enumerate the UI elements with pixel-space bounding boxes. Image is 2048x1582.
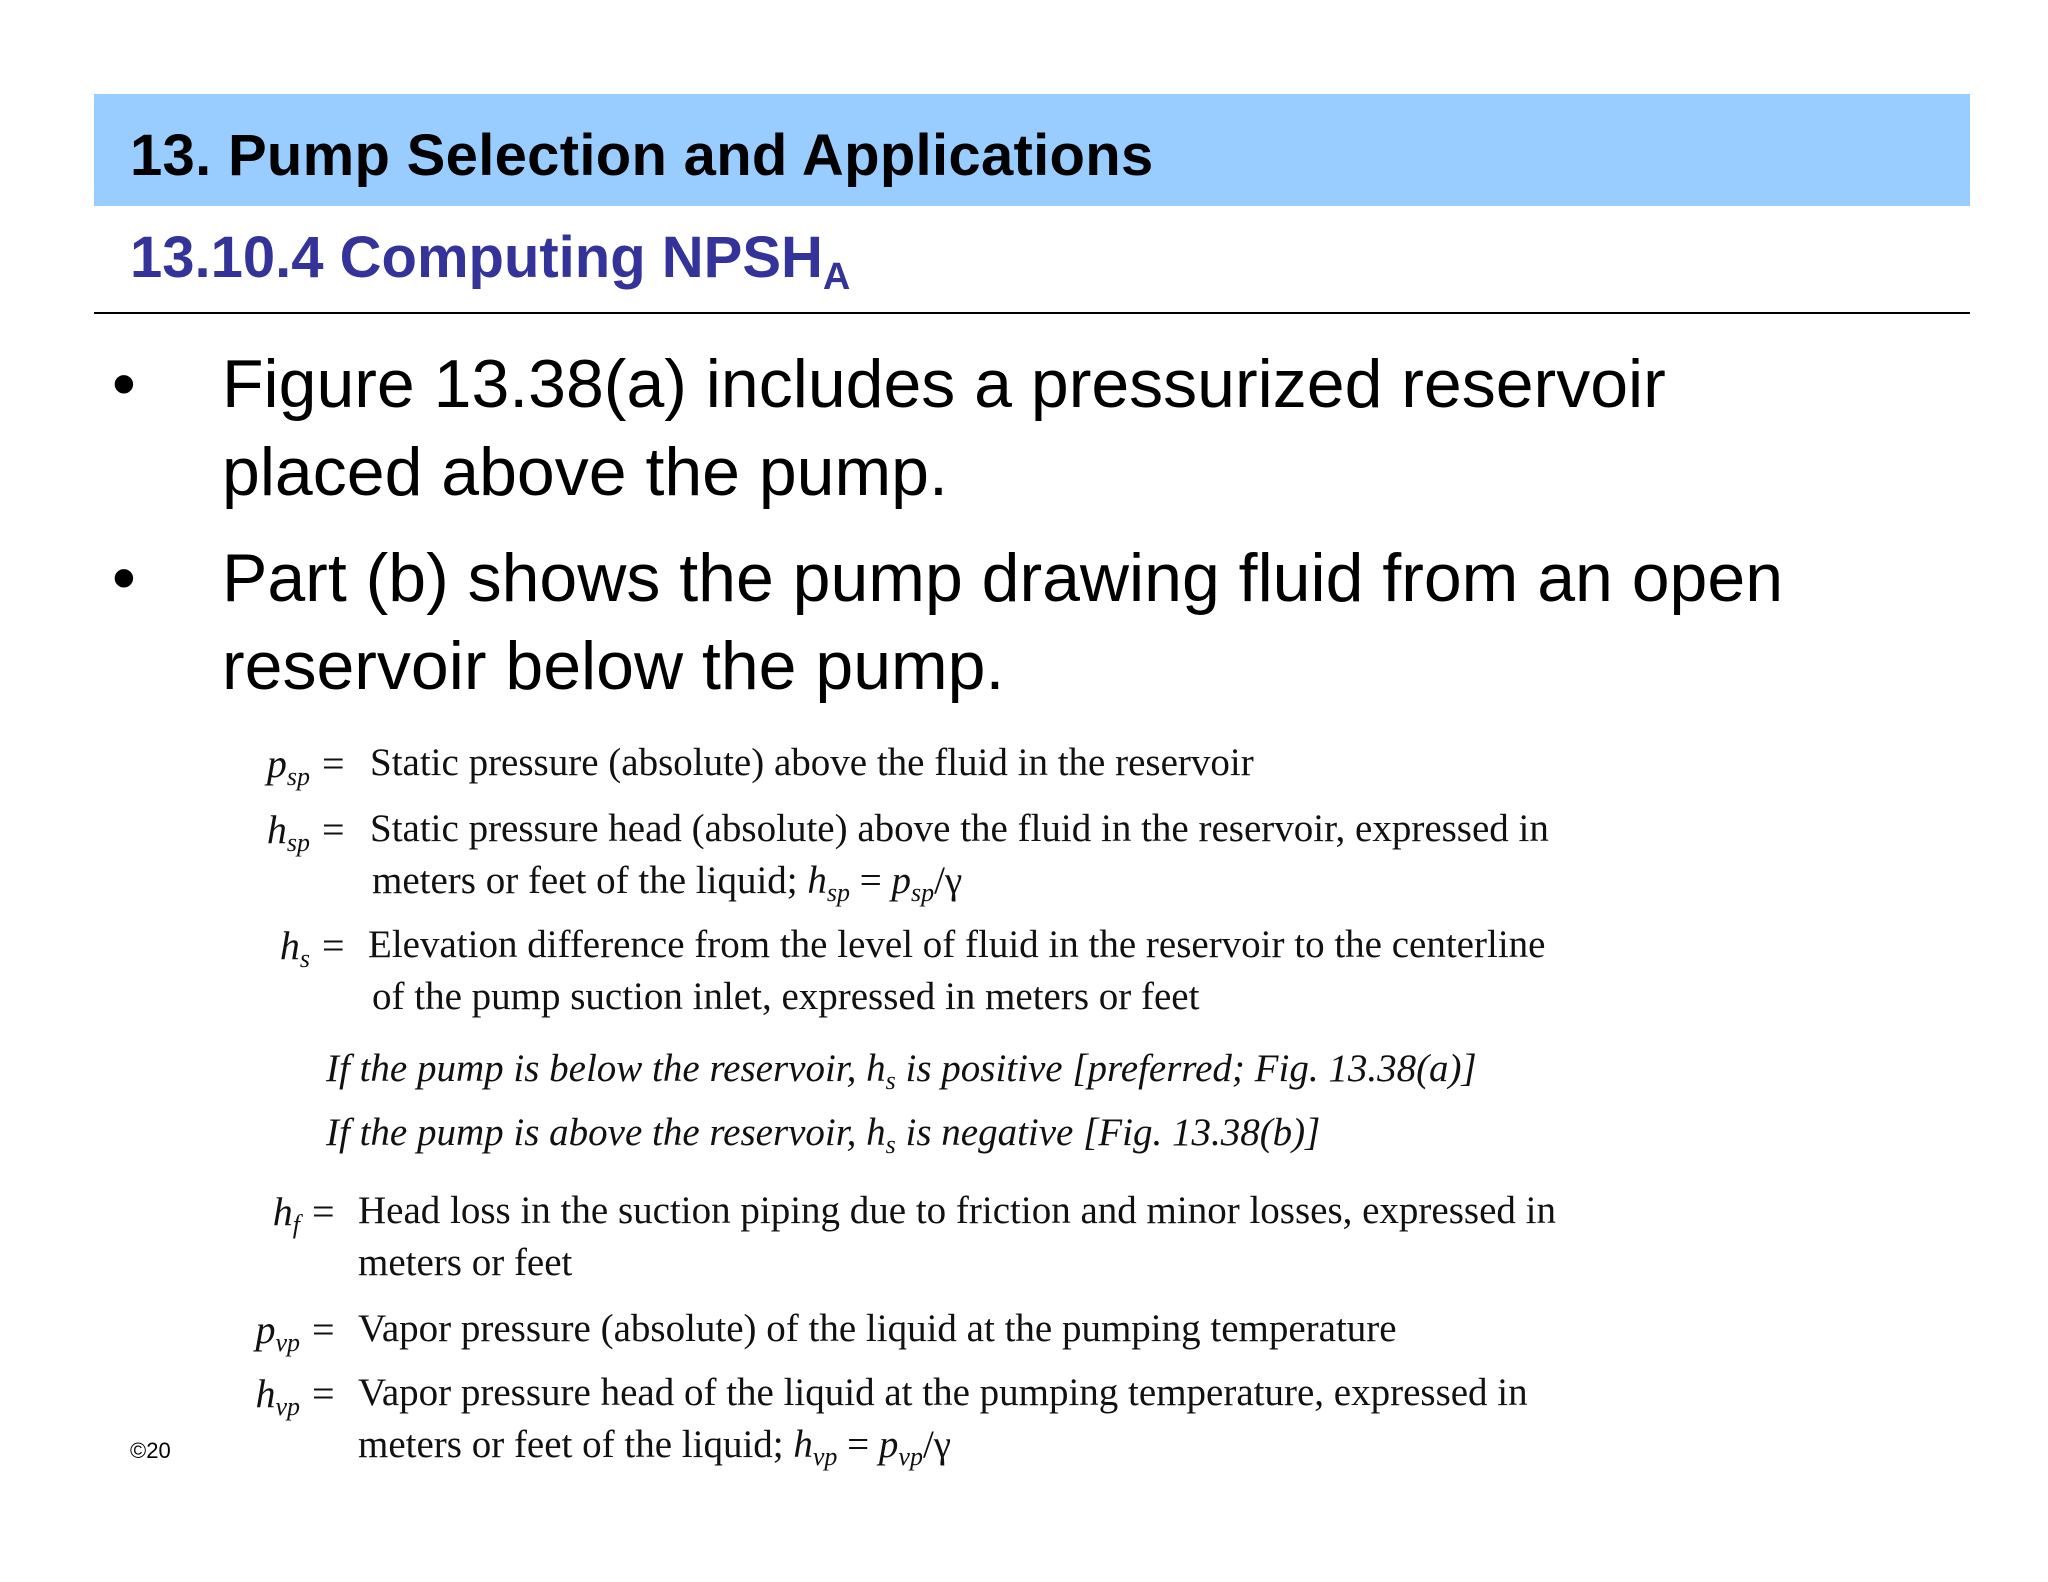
symbol-pvp: $p_{vp}$	[255, 1307, 300, 1357]
bullet-line: reservoir below the pump.	[222, 628, 1005, 704]
equals-sign: =	[312, 1371, 335, 1416]
bullet-marker: •	[112, 346, 136, 422]
bullet-line: Part (b) shows the pump drawing fluid from an open	[222, 540, 1784, 616]
copyright-footer: ©20	[130, 1438, 171, 1463]
bullet-line: placed above the pump.	[222, 434, 948, 510]
definition-hf-line2: meters or feet	[358, 1241, 573, 1284]
equals-sign: =	[322, 807, 345, 852]
note-pump-below: If the pump is below the reservoir, $h_s$ is positive [preferred; Fig. 13.38(a)]	[326, 1047, 1477, 1095]
bullet-line: Figure 13.38(a) includes a pressurized reservoir	[222, 346, 1666, 422]
definition-hvp-line2: meters or feet of the liquid; $h_{vp} = p_{vp}/\gamma$	[358, 1423, 952, 1471]
equals-sign: =	[322, 923, 345, 968]
symbol-hf: $h_f$	[272, 1189, 300, 1239]
definition-hs-line2: of the pump suction inlet, expressed in meters or feet	[372, 975, 1200, 1018]
subtitle-main: 13.10.4 Computing NPSH	[130, 225, 823, 290]
subtitle-subscript: A	[822, 256, 851, 298]
equals-sign: =	[322, 741, 345, 786]
symbol-hsp: $h_{sp}$	[266, 807, 310, 857]
equals-sign: =	[312, 1189, 335, 1234]
page-title: 13. Pump Selection and Applications	[130, 123, 1154, 188]
definition-pvp: Vapor pressure (absolute) of the liquid at the pumping temperature	[358, 1307, 1397, 1350]
equals-sign: =	[312, 1307, 335, 1352]
definition-hsp-line1: Static pressure head (absolute) above the fluid in the reservoir, expressed in	[370, 807, 1549, 850]
definition-hf-line1: Head loss in the suction piping due to friction and minor losses, expressed in	[358, 1189, 1556, 1232]
definition-hsp-line2: meters or feet of the liquid; $h_{sp} = p_{sp}/\gamma$	[372, 859, 963, 907]
bullet-marker: •	[112, 540, 136, 616]
definition-hvp-line1: Vapor pressure head of the liquid at the pumping temperature, expressed in	[358, 1371, 1528, 1414]
symbol-psp: $p_{sp}$	[266, 741, 310, 791]
note-pump-above: If the pump is above the reservoir, $h_s$ is negative [Fig. 13.38(b)]	[326, 1111, 1321, 1159]
symbol-hs: $h_s$	[279, 923, 310, 973]
definition-hs-line1: Elevation difference from the level of fluid in the reservoir to the centerline	[368, 923, 1546, 966]
definition-psp: Static pressure (absolute) above the fluid in the reservoir	[370, 741, 1254, 784]
symbol-hvp: $h_{vp}$	[255, 1371, 300, 1421]
